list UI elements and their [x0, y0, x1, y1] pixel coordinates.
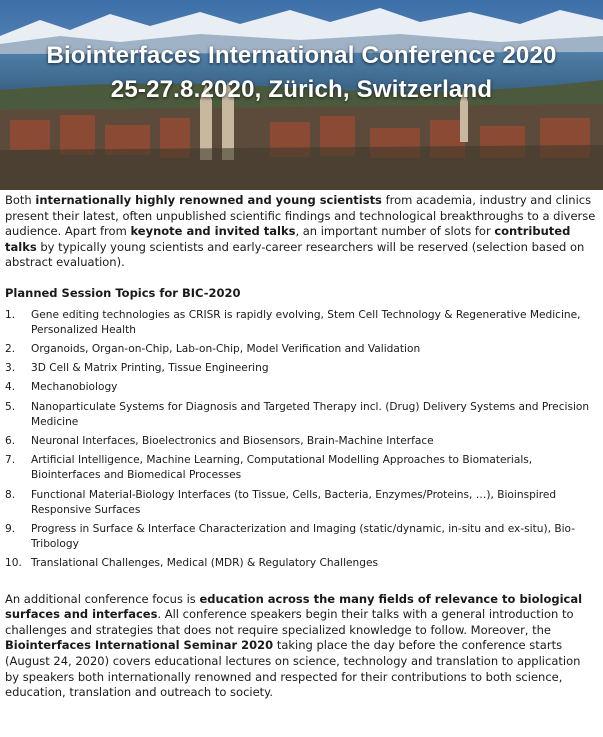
conference-dates-location: 25-27.8.2020, Zürich, Switzerland	[110, 76, 493, 103]
header-banner	[0, 0, 603, 190]
intro-paragraph: Both internationally highly renowned and young scientists from academia, industry and clinics present their latest, often unpublished scientific findings and technological breakthroughs to a diverse audience. Apart from keynote and invited talks, an important number of slots for contributed talks by typically young scientists and early-career researchers will be reserved (selection based on abstract evaluation).	[5, 193, 596, 270]
topics-heading: Planned Session Topics for BIC-2020	[5, 285, 241, 300]
list-item: 7. Artificial Intelligence, Machine Learning, Computational Modelling Approaches to Biomaterials, Biointerfaces and Biomedical Processes	[5, 454, 533, 482]
list-item: 10. Translational Challenges, Medical (MDR) & Regulatory Challenges	[5, 557, 379, 570]
list-item: 8. Functional Material-Biology Interfaces (to Tissue, Cells, Bacteria, Enzymes/Proteins, …), Bioinspired Responsive Surfaces	[5, 488, 557, 516]
list-item: 1. Gene editing technologies as CRISR is rapidly evolving, Stem Cell Technology & Regenerative Medicine, Personalized Health	[5, 308, 581, 336]
topics-list	[5, 308, 597, 572]
list-item: 2. Organoids, Organ-on-Chip, Lab-on-Chip, Model Verification and Validation	[5, 342, 421, 355]
list-item: 6. Neuronal Interfaces, Bioelectronics and Biosensors, Brain-Machine Interface	[5, 434, 434, 447]
list-item: 9. Progress in Surface & Interface Characterization and Imaging (static/dynamic, in-situ and ex-situ), Bio-Tribology	[5, 523, 576, 551]
list-item: 5. Nanoparticulate Systems for Diagnosis and Targeted Therapy incl. (Drug) Delivery Systems and Precision Medicine	[5, 400, 590, 428]
main-content	[5, 193, 597, 701]
list-item: 3. 3D Cell & Matrix Printing, Tissue Engineering	[5, 362, 269, 375]
conference-title: Biointerfaces International Conference 2020	[46, 42, 557, 69]
outro-paragraph: An additional conference focus is education across the many fields of relevance to biological surfaces and interfaces. All conference speakers begin their talks with a general introduction to challenges and strategies that does not require specialized knowledge to follow. Moreover, the Biointerfaces International Seminar 2020 taking place the day before the conference starts (August 24, 2020) covers educational lectures on science, technology and translation to application by speakers both internationally renowned and respected for their contributions to both science, education, translation and outreach to society.	[5, 591, 583, 700]
list-item: 4. Mechanobiology	[5, 381, 118, 394]
